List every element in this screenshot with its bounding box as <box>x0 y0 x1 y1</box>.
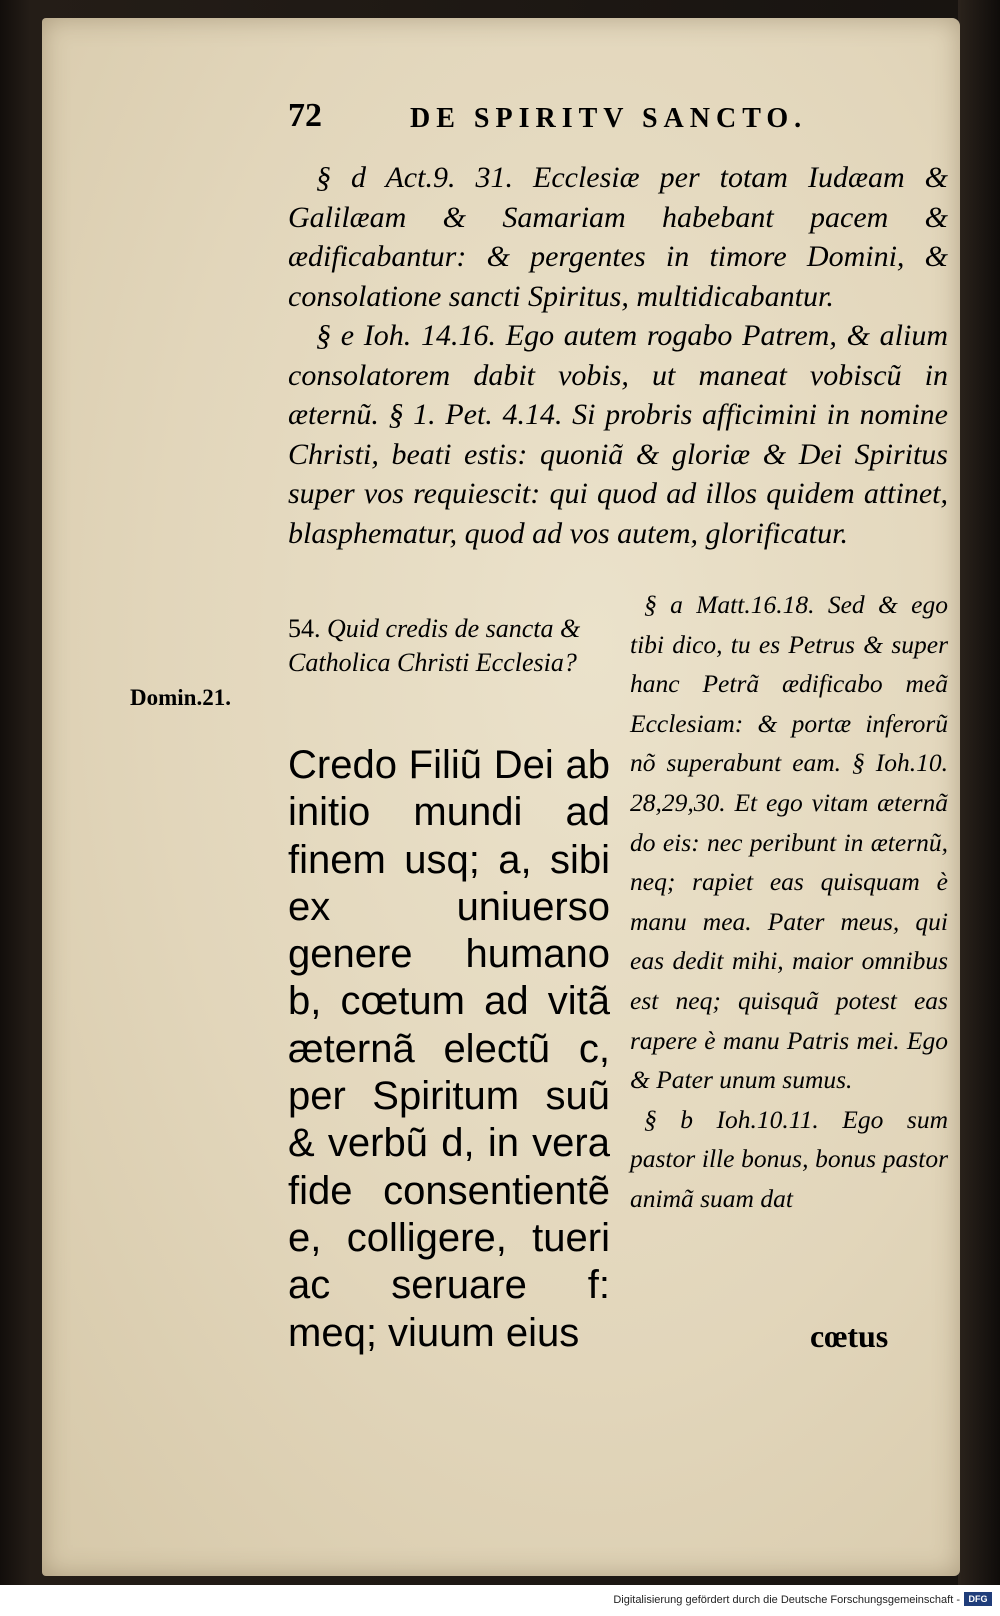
footnote-d: § d Act.9. 31. Ecclesiæ per totam Iudæam & Galilæam & Samariam habebant pacem & ædificabantur: & pergentes in timore Domini, & consolatione sancti Spiritus, multidicabantur. <box>288 161 948 313</box>
top-footnote-block <box>288 158 948 553</box>
question-number: 54. <box>288 614 321 643</box>
page-number: 72 <box>288 97 322 134</box>
footnote-e: § e Ioh. 14.16. Ego autem rogabo Patrem, & alium consolatorem dabit vobis, ut maneat vobiscũ in æternũ. § 1. Pet. 4.14. Si probris afficimini in nomine Christi, beati estis: quoniã & gloriæ & Dei Spiritus super vos requiescit: qui quod ad illos quidem attinet, blasphematur, quod ad vos autem, glorificatur. <box>288 319 948 550</box>
digitization-footer <box>0 1585 1000 1616</box>
question-text: Quid credis de sancta & Catholica Christi Ecclesia? <box>288 614 581 677</box>
footnote-b: § b Ioh.10.11. Ego sum pastor ille bonus, bonus pastor animã suam dat <box>630 1104 948 1213</box>
margin-reference: Domin.21. <box>130 685 231 710</box>
answer-text: Credo Filiũ Dei ab initio mundi ad finem usq; a, sibi ex uniuerso genere humano b, cœtum ad vitã æternã electũ c, per Spiritum suũ & verbũ d, in vera fide consentientẽ e, colligere, tueri ac seruare f: meq; viuum eius <box>288 743 610 1355</box>
right-footnote-column <box>630 585 948 1219</box>
catchword: cœtus <box>810 1318 889 1354</box>
book-spine-edge <box>958 0 1000 1585</box>
running-header <box>288 97 928 147</box>
dfg-credit: Digitalisierung gefördert durch die Deutsche Forschungsgemeinschaft - <box>613 1594 960 1606</box>
running-title: DE SPIRITV SANCTO. <box>410 103 808 134</box>
question-block <box>288 612 608 680</box>
footnote-a: § a Matt.16.18. Sed & ego tibi dico, tu es Petrus & super hanc Petrã ædificabo meã Ecclesiam: & portæ inferorũ nõ superabunt eam. § Ioh.10. 28,29,30. Et ego vitam æternã do eis: nec peribunt in æternũ, neq; rapiet eas quisquam è manu mea. Pater meus, qui eas dedit mihi, maior omnibus est neq; quisquã potest eas rapere è manu Patris mei. Ego & Pater unum sumus. <box>630 590 948 1095</box>
dfg-logo: DFG <box>964 1592 992 1606</box>
